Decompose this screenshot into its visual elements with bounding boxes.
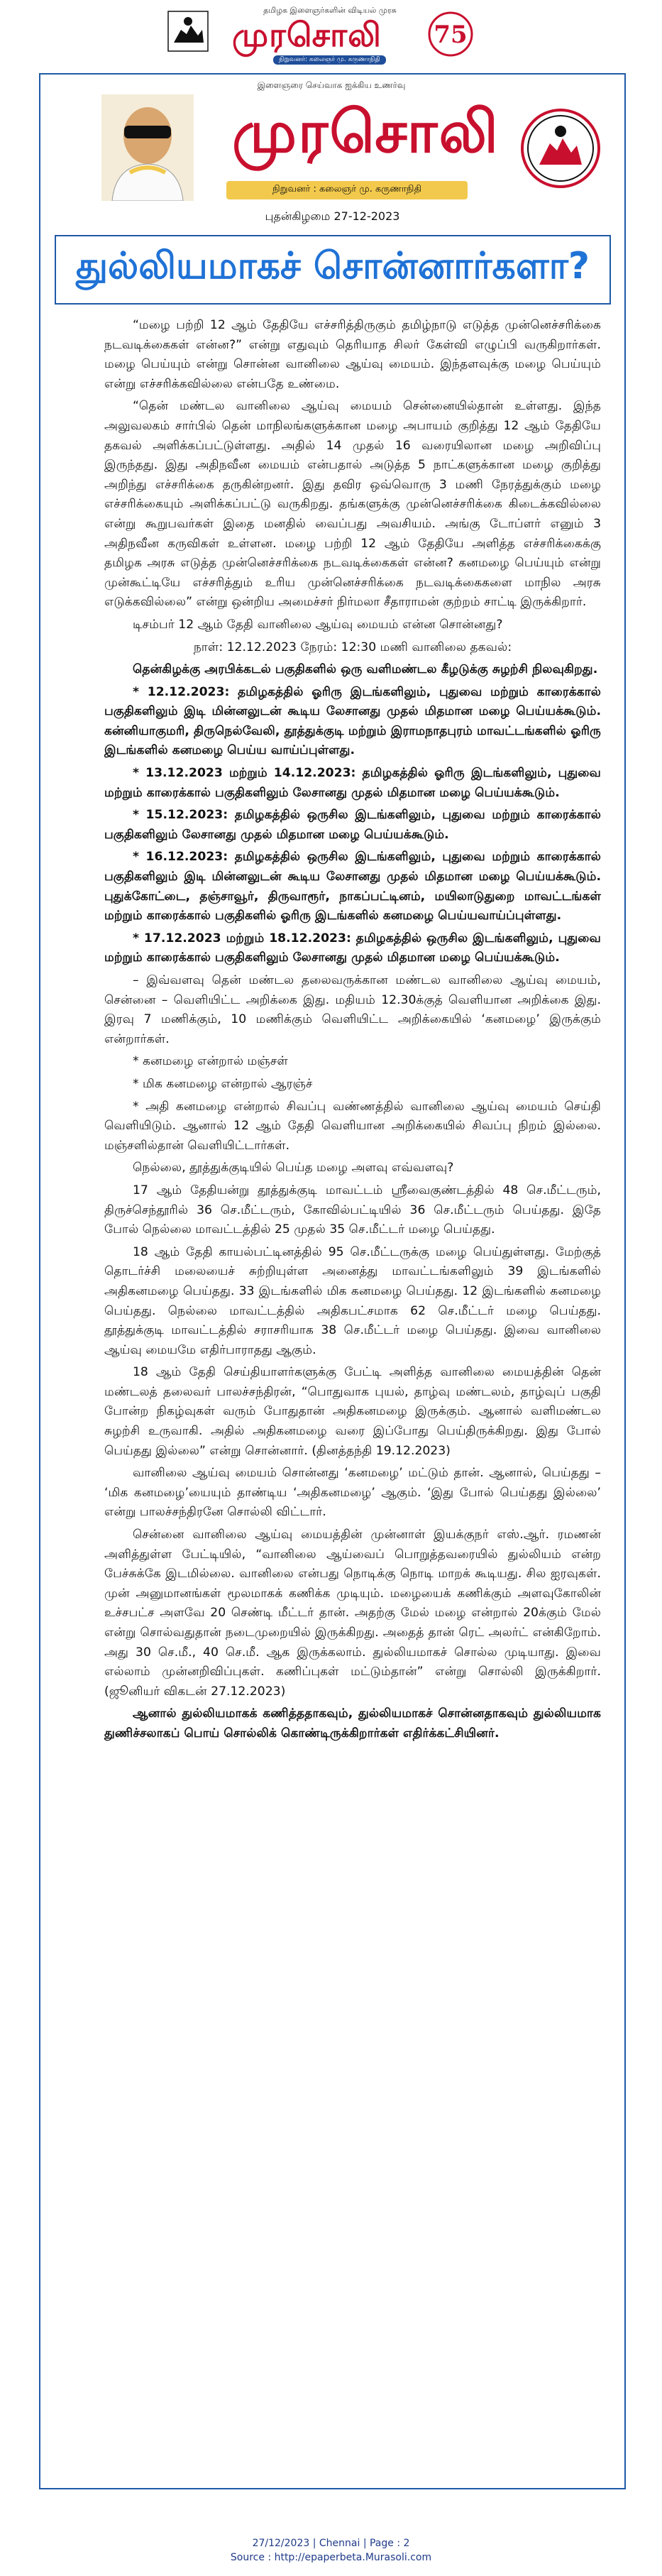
article-paragraph: * 13.12.2023 மற்றும் 14.12.2023: தமிழகத்தில் ஓரிரு இடங்களிலும், புதுவை மற்றும் காரைக்கால் பகுதிகளிலும் லேசானது முதல் மிதமான மழை பெய்யக்கூடும். — [104, 766, 601, 800]
article-paragraph: டிசம்பர் 12 ஆம் தேதி வானிலை ஆய்வு மையம் என்ன சொன்னது? — [133, 617, 503, 632]
article-paragraph: * 12.12.2023: தமிழகத்தில் ஓரிரு இடங்களிலும், புதுவை மற்றும் காரைக்கால் பகுதிகளிலும் இடி மின்னலுடன் கூடிய லேசானது முதல் மிதமான மழை பெய்யக்கூடும். கன்னியாகுமரி, திருநெல்வேலி, தூத்துக்குடி மற்றும் இராமநாதபுரம் மாவட்டங்களில் ஓரிரு இடங்களில் கனமழை பெய்ய வாய்ப்புள்ளது. — [104, 684, 601, 758]
masthead-founder: நிறுவனர் : கலைஞர் மு. கருணாநிதி — [272, 184, 422, 194]
top-banner-caption: தமிழக இளைஞர்களின் விடியல் முரசு — [263, 6, 397, 15]
article-paragraph: “தென் மண்டல வானிலை ஆய்வு மையம் சென்னையில்தான் உள்ளது. இந்த அலுவலகம் சார்பில் தென் மாநிலங்களுக்கான மழை அபாயம் குறித்து 12 ஆம் தேதியே தகவல் அளிக்கப்பட்டுள்ளது. அதில் 14 முதல் 16 வரையிலான மழை அறிவிப்பு இருந்தது. இது அதிநவீன மையம் என்பதால் அடுத்த 5 நாட்களுக்கான மழை குறித்து அறிந்து எச்சரிக்கை தருகின்றனர். இது தவிர ஒவ்வொரு 3 மணி நேரத்துக்கும் மழை எச்சரிக்கையும் அளிக்கப்பட்டு வருகிறது. தங்களுக்கு முன்னெச்சரிக்கை கிடைக்கவில்லை என்று கூறுபவர்கள் இதை மனதில் வைப்பது அவசியம். அங்கு டோப்ளர் எனும் 3 அதிநவீன கருவிகள் உள்ளன. மழை பற்றி 12 ஆம் தேதியே அளித்த எச்சரிக்கைக்கு தமிழக அரசு எடுத்த முன்னெச்சரிக்கை நடவடிக்கைகள் என்ன? கனமழை பெய்யும் என்று முன்கூட்டியே எச்சரித்தும் உரிய முன்னெச்சரிக்கை நடவடிக்கைகளை மாநில அரசு எடுக்கவில்லை” என்று ஒன்றிய அமைச்சர் நிர்மலா சீதாராமன் குற்றம் சாட்டி இருக்கிறார். — [104, 399, 601, 610]
article-headline: துல்லியமாகச் சொன்னார்களா? — [75, 245, 590, 287]
rising-sun-logo-icon — [167, 9, 209, 54]
article-paragraph: 18 ஆம் தேதி செய்தியாளர்களுக்கு பேட்டி அளித்த வானிலை மையத்தின் தென் மண்டலத் தலைவர் பாலச்சந்திரன், “பொதுவாக புயல், தாழ்வு மண்டலம், தாழ்வுப் பகுதி போன்ற நிகழ்வுகள் வரும் போதுதான் அதிகனமழை இருக்கும். ஆனால் வளிமண்டல சுழற்சி உருவாகி. அதில் அதிகனமழை வரை இப்போது பெய்திருக்கிறது. இது போல் பெய்தது இல்லை” என்று சொன்னார். (தினத்தந்தி 19.12.2023) — [104, 1365, 601, 1458]
article-paragraph: நெல்லை, தூத்துக்குடியில் பெய்த மழை அளவு எவ்வளவு? — [133, 1161, 454, 1175]
issue-date: புதன்கிழமை 27-12-2023 — [265, 209, 400, 223]
article-paragraph: வானிலை ஆய்வு மையம் சொன்னது ‘கனமழை’ மட்டும் தான். ஆனால், பெய்தது – ‘மிக கனமழை’யையும் தாண்டிய ‘அதிகனமழை’ ஆகும். ‘இது போல் பெய்தது இல்லை’ என்று பாலச்சந்திரனே சொல்லி விட்டார். — [104, 1466, 601, 1520]
top-banner — [0, 0, 662, 68]
top-banner-subtitle: நிறுவனர்: கலைஞர் மு. கருணாநிதி — [273, 55, 386, 65]
masthead-tagline: இளைஞரை செய்வாக ஐக்கிய உணர்வு — [257, 80, 406, 90]
article-body — [104, 316, 601, 1747]
party-emblem-icon — [514, 97, 607, 204]
footer-source: Source : http://epaperbeta.Murasoli.com — [230, 2552, 432, 2563]
masthead — [40, 75, 624, 229]
article-paragraph: 17 ஆம் தேதியன்று தூத்துக்குடி மாவட்டம் ஸ்ரீவைகுண்டத்தில் 48 செ.மீட்டரும், திருச்செந்தூரில் 36 செ.மீட்டரும், கோவில்பட்டியில் 36 செ.மீட்டரும் பெய்தது. இதே போல் நெல்லை மாவட்டத்தில் 25 முதல் 35 செ.மீட்டர் மழை பெய்தது. — [104, 1183, 601, 1237]
article-paragraph: * அதி கனமழை என்றால் சிவப்பு வண்ணத்தில் வானிலை ஆய்வு மையம் செய்தி வெளியிடும். ஆனால் 12 ஆம் தேதி வெளியான அறிக்கையில் சிவப்பு நிறம் இல்லை. மஞ்சளில்தான் வெளியிட்டார்கள். — [104, 1099, 601, 1153]
top-banner-inner — [167, 6, 493, 62]
anniversary-badge-icon — [422, 6, 479, 62]
article-paragraph: * 17.12.2023 மற்றும் 18.12.2023: தமிழகத்தில் ஒருசில இடங்களிலும், புதுவை மற்றும் காரைக்கால் பகுதிகளிலும் லேசானது முதல் மிதமான மழை பெய்யக்கூடும். — [104, 931, 601, 965]
page-footer — [0, 2536, 662, 2565]
article-paragraph: சென்னை வானிலை ஆய்வு மையத்தின் முன்னாள் இயக்குநர் எஸ்.ஆர். ரமணன் அளித்துள்ள பேட்டியில், “வானிலை ஆய்வைப் பொறுத்தவரையில் துல்லியம் என்ற பேச்சுக்கே இடமில்லை. வானிலை என்பது நொடிக்கு நொடி மாறக் கூடியது. சில ஐரவுகள். முன் அனுமானங்கள் மூலமாகக் கணிக்க முடியும். மழையைக் கணிக்கும் அளவுகோலின் உச்சபட்ச அளவே 20 செண்டி மீட்டர் தான். அதற்கு மேல் மழை என்றால் 20க்கும் மேல் என்று சொல்வதுதான் நடைமுறையில் இருக்கிறது. அதைத் தான் ரெட் அலர்ட் என்கிறோம். அது 30 செ.மீ., 40 செ.மீ. ஆக இருக்கலாம். துல்லியமாகச் சொல்ல முடியாது. இவை எல்லாம் முன்னறிவிப்புகள். கணிப்புகள் மட்டும்தான்” என்று சொல்லி இருக்கிறார். (ஜூனியர் விகடன் 27.12.2023) — [104, 1528, 601, 1699]
article-paragraph: * 16.12.2023: தமிழகத்தில் ஒருசில இடங்களிலும், புதுவை மற்றும் காரைக்கால் பகுதிகளிலும் இடி மின்னலுடன் கூடிய லேசானது முதல் மிதமான மழை பெய்யக்கூடும். புதுக்கோட்டை, தஞ்சாவூர், திருவாரூர், நாகப்பட்டினம், மயிலாடுதுறை மாவட்டங்கள் மற்றும் காரைக்கால் பகுதிகளில் ஓரிரு இடங்களில் கனமழை பெய்யவாய்ப்புள்ளது. — [104, 850, 601, 923]
article-paragraph: “மழை பற்றி 12 ஆம் தேதியே எச்சரித்திருகும் தமிழ்நாடு எடுத்த முன்னெச்சரிக்கை நடவடிக்கைகள் என்ன?” என்று எதுவும் தெரியாத சிலர் கேள்வி எழுப்பி வருகிறார்கள். மழை பெய்யும் என்று சொன்ன வானிலை ஆய்வு மையம். இந்தளவுக்கு மழை பெய்யும் என்று எச்சரிக்கவில்லை என்பதே உண்மை. — [104, 318, 601, 391]
founder-portrait-icon — [101, 94, 194, 201]
article-paragraph: * கனமழை என்றால் மஞ்சள் — [133, 1054, 288, 1069]
article-paragraph: தென்கிழக்கு அரபிக்கடல் பகுதிகளில் ஒரு வளிமண்டல கீழடுக்கு சுழற்சி நிலவுகிறது. — [133, 662, 598, 677]
headline-box — [55, 235, 611, 305]
newspaper-page — [39, 73, 626, 2489]
article-paragraph: * மிக கனமழை என்றால் ஆரஞ்ச் — [133, 1076, 313, 1091]
article-paragraph: நாள்: 12.12.2023 நேரம்: 12:30 மணி வானிலை தகவல்: — [193, 640, 512, 654]
article-paragraph: – இவ்வளவு தென் மண்டல தலைவருக்கான மண்டல வானிலை ஆய்வு மையம், சென்னை – வெளியிட்ட அறிக்கை இது. மதியம் 12.30க்குத் வெளியான அறிக்கை இது. இரவு 7 மணிக்கும், 10 மணிக்கும் வெளியிட்ட அறிக்கையில் ‘கனமழை’ இருக்கும் என்றார்கள். — [104, 973, 601, 1046]
top-banner-title: முரசொலி — [232, 16, 382, 54]
masthead-title: முரசொலி — [232, 98, 500, 166]
article-paragraph: ஆனால் துல்லியமாகக் கணித்ததாகவும், துல்லியமாகச் சொன்னதாகவும் துல்லியமாக துணிச்சலாகப் பொய் சொல்லிக் கொண்டிருக்கிறார்கள் எதிர்க்கட்சியினர். — [104, 1706, 601, 1741]
article-paragraph: * 15.12.2023: தமிழகத்தில் ஒருசில இடங்களிலும், புதுவை மற்றும் காரைக்கால் பகுதிகளிலும் லேசானது முதல் மிதமான மழை பெய்யக்கூடும். — [104, 808, 601, 842]
footer-edition: 27/12/2023 | Chennai | Page : 2 — [252, 2538, 410, 2549]
article-paragraph: 18 ஆம் தேதி காயல்பட்டினத்தில் 95 செ.மீட்டருக்கு மழை பெய்துள்ளது. மேற்குத் தொடர்ச்சி மலையைச் சுற்றியுள்ள அனைத்து மாவட்டங்களிலும் 39 இடங்களில் அதிகனமழை பெய்தது. 33 இடங்களில் மிக கனமழை பெய்தது. 12 இடங்களில் கனமழை பெய்தது. நெல்லை மாவட்டத்தில் அதிகபட்சமாக 62 செ.மீட்டர் மழை பெய்தது. தூத்துக்குடி மாவட்டத்தில் சராசரியாக 38 செ.மீட்டர் மழை பெய்தது. இவை வானிலை ஆய்வு மையமே எதிர்பாராதது ஆகும். — [104, 1244, 601, 1357]
anniversary-number: 75 — [434, 21, 468, 49]
masthead-founder-strip — [226, 181, 468, 199]
